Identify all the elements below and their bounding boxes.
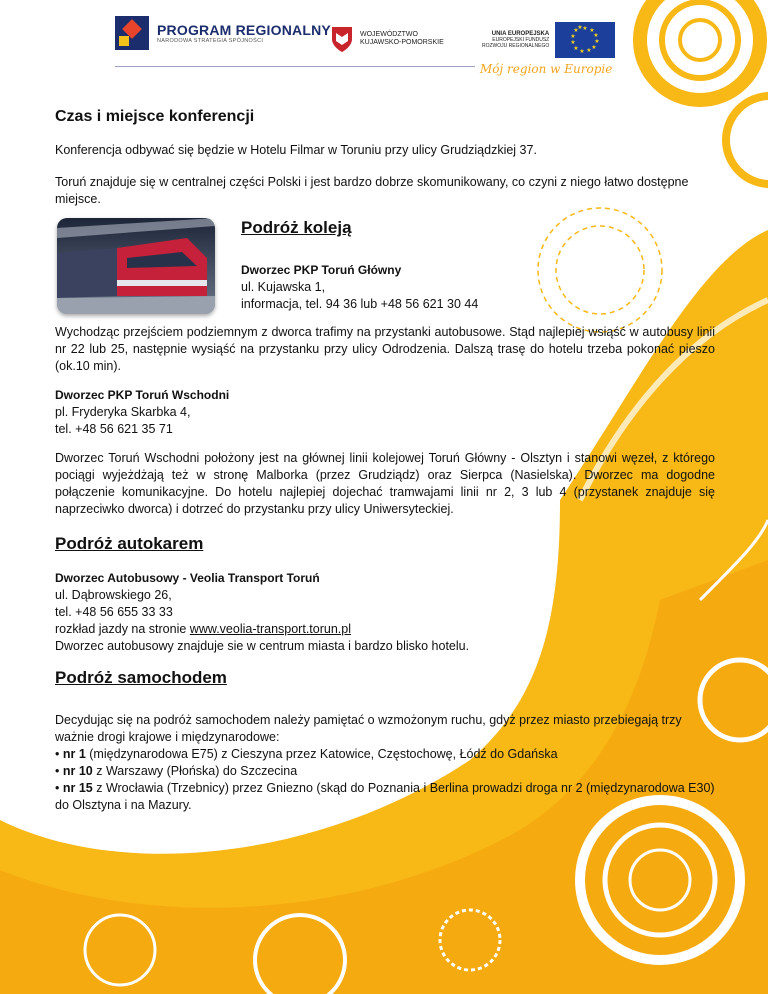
svg-text:★: ★ — [593, 32, 599, 39]
svg-text:★: ★ — [579, 48, 585, 55]
road-description: z Warszawy (Płońska) do Szczecina — [92, 764, 298, 778]
svg-text:★: ★ — [594, 38, 600, 45]
eu-logo — [482, 22, 615, 58]
east-station-description: Dworzec Toruń Wschodni położony jest na głównej linii kolejowej Toruń Główny - Olsztyn i stanowi węzeł, z którego pociągi wyjeżdżają też w stronę Malborka (przez Grudziądz) oraz Sierpca (Nasielska). Dworzec ma dogodne połączenie komunikacyjne. Do hotelu najlepiej dojechać tramwajami linii nr 2, 3 lub 4 (przystanek znajduje się naprzeciwko dworca) i dotrzeć do przystanku przy ulicy Uniwersyteckiej. — [55, 451, 715, 516]
header — [0, 0, 768, 110]
program-logo-mark-icon — [115, 16, 149, 50]
bus-timetable-link[interactable]: www.veolia-transport.torun.pl — [189, 622, 351, 636]
bus-station-phone: tel. +48 56 655 33 33 — [55, 605, 173, 619]
station-1-address: ul. Kujawska 1, — [241, 280, 326, 294]
station-2-name: Dworzec PKP Toruń Wschodni — [55, 388, 230, 402]
section-time-p1: Konferencja odbywać się będzie w Hotelu Filmar w Toruniu przy ulicy Grudziądzkiej 37. — [55, 143, 537, 157]
road-description: (międzynarodowa E75) z Cieszyna przez Katowice, Częstochowę, Łódź do Gdańska — [85, 747, 558, 761]
eu-line-2: EUROPEJSKI FUNDUSZ — [492, 37, 550, 43]
road-item: • nr 10 z Warszawy (Płońska) do Szczecina — [55, 764, 298, 778]
section-train-title: Podróż koleją — [241, 218, 352, 237]
program-title: PROGRAM REGIONALNY — [157, 22, 331, 38]
eu-line-1: UNIA EUROPEJSKA — [491, 31, 550, 37]
svg-text:★: ★ — [573, 45, 579, 52]
svg-text:★: ★ — [582, 25, 588, 32]
svg-text:★: ★ — [570, 33, 576, 40]
bus-timetable-line — [55, 621, 715, 638]
region-line-1: WOJEWÓDZTWO — [360, 31, 418, 38]
svg-text:★: ★ — [573, 27, 579, 34]
section-car-title: Podróż samochodem — [55, 668, 227, 687]
station-2-address: pl. Fryderyka Skarbka 4, — [55, 405, 191, 419]
bus-station-name: Dworzec Autobusowy - Veolia Transport Toruń — [55, 571, 320, 585]
svg-text:★: ★ — [589, 27, 595, 34]
svg-text:★: ★ — [591, 44, 597, 51]
motto: Mój region w Europie — [480, 62, 613, 76]
section-time-p2: Toruń znajduje się w centralnej części Polski i jest bardzo dobrze skomunikowany, co czyni z niego łatwo dostępne miejsce. — [55, 175, 689, 206]
eu-flag-icon — [555, 22, 615, 58]
svg-text:★: ★ — [586, 47, 592, 54]
section-time-title: Czas i miejsce konferencji — [55, 108, 255, 125]
bus-timetable-prefix: rozkład jazdy na stronie — [55, 622, 190, 636]
svg-text:★: ★ — [577, 24, 583, 31]
road-description: z Wrocławia (Trzebnicy) przez Gniezno (skąd do Poznania i Berlina prowadzi droga nr 2 (międzynarodowa E30) do Olsztyna i na Mazury. — [55, 781, 715, 812]
wojewodztwo-logo — [330, 25, 444, 53]
station-2-phone: tel. +48 56 621 35 71 — [55, 422, 173, 436]
region-line-2: KUJAWSKO-POMORSKIE — [360, 39, 444, 46]
road-item: • nr 1 (międzynarodowa E75) z Cieszyna przez Katowice, Częstochowę, Łódź do Gdańska — [55, 747, 558, 761]
road-number: nr 15 — [62, 781, 93, 795]
coat-of-arms-icon — [330, 25, 354, 53]
bus-station-note: Dworzec autobusowy znajduje sie w centrum miasta i bardzo blisko hotelu. — [55, 639, 470, 653]
section-bus-title: Podróż autokarem — [55, 534, 204, 553]
eu-line-3: ROZWOJU REGIONALNEGO — [482, 43, 550, 49]
svg-text:★: ★ — [570, 39, 576, 46]
program-subtitle: NARODOWA STRATEGIA SPÓJNOŚCI — [157, 38, 264, 44]
train-photo — [57, 218, 215, 314]
road-number: nr 10 — [62, 764, 93, 778]
station-1-info: informacja, tel. 94 36 lub +48 56 621 30 44 — [241, 297, 479, 311]
program-regionalny-logo — [115, 16, 331, 50]
bus-station-address: ul. Dąbrowskiego 26, — [55, 588, 172, 602]
header-divider — [115, 66, 475, 67]
station-1-name: Dworzec PKP Toruń Główny — [241, 263, 402, 277]
train-directions: Wychodząc przejściem podziemnym z dworca trafimy na przystanki autobusowe. Stąd najlepiej wsiąść w autobusy linii nr 22 lub 25, następnie wysiąść na przystanku przy ulicy Odrodzenia. Dalszą trasę do hotelu trzeba pokonać pieszo (ok.10 min). — [55, 325, 715, 373]
car-intro: Decydując się na podróż samochodem należy pamiętać o wzmożonym ruchu, gdyż przez miasto przebiegają trzy ważnie drogi krajowe i międzynarodowe: — [55, 713, 682, 744]
road-number: nr 1 — [62, 747, 86, 761]
road-item: • nr 15 z Wrocławia (Trzebnicy) przez Gniezno (skąd do Poznania i Berlina prowadzi droga nr 2 (międzynarodowa E30) do Olsztyna i na Mazury. — [55, 781, 715, 812]
